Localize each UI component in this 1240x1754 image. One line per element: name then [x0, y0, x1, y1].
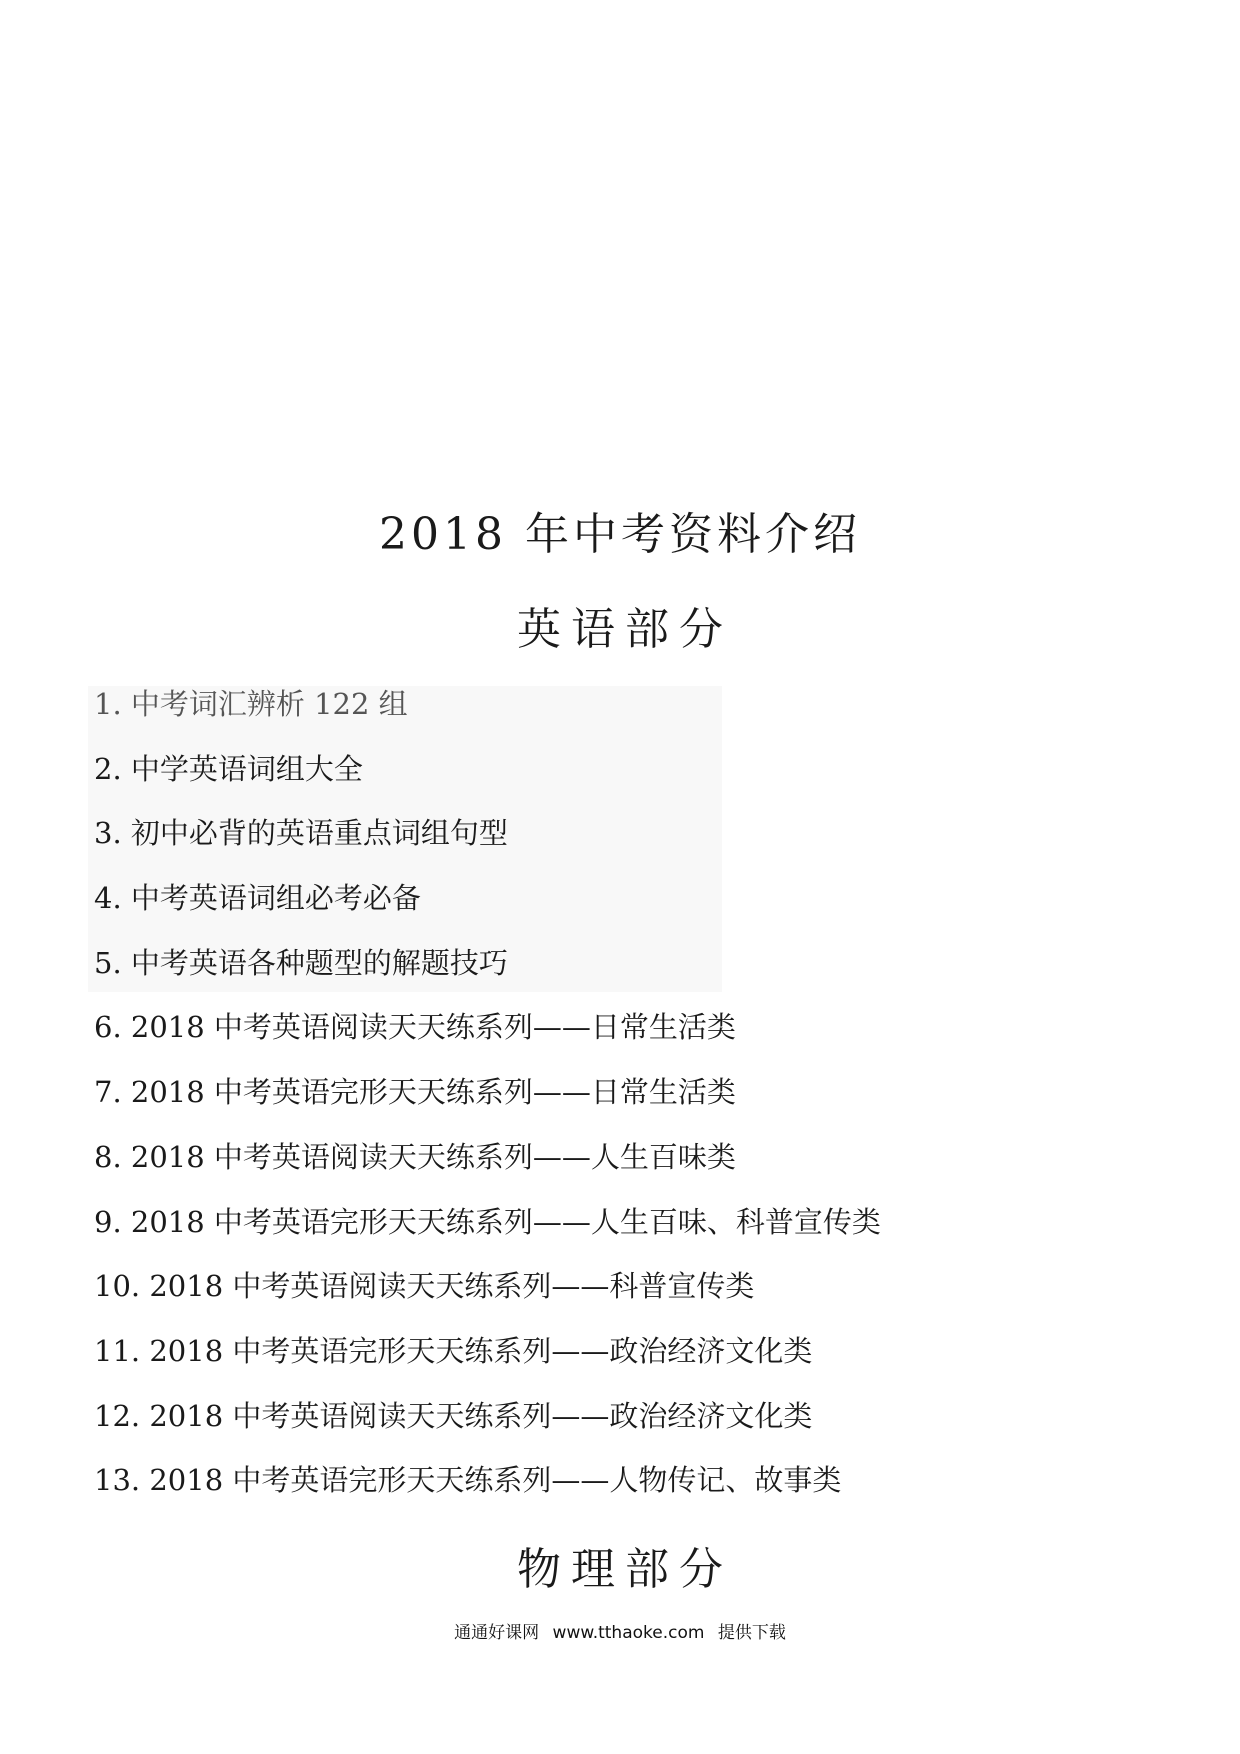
- english-section-title: 英语部分: [517, 604, 733, 655]
- footer-url[interactable]: www.tthaoke.com: [552, 1623, 705, 1643]
- list-item: 9. 2018 中考英语完形天天练系列——人生百味、科普宣传类: [94, 1204, 881, 1239]
- footer: [0, 1618, 1240, 1643]
- list-item: 2. 中学英语词组大全: [94, 751, 363, 786]
- list-item: 3. 初中必背的英语重点词组句型: [94, 816, 508, 851]
- list-item: 1. 中考词汇辨析 122 组: [94, 687, 408, 721]
- list-item: 5. 中考英语各种题型的解题技巧: [94, 945, 508, 980]
- english-item-list: [94, 682, 881, 1523]
- page-title: 2018 年中考资料介绍: [379, 509, 861, 560]
- list-item: 11. 2018 中考英语完形天天练系列——政治经济文化类: [94, 1333, 813, 1368]
- list-item: 8. 2018 中考英语阅读天天练系列——人生百味类: [94, 1139, 736, 1174]
- list-item: 12. 2018 中考英语阅读天天练系列——政治经济文化类: [94, 1398, 813, 1433]
- list-item: 6. 2018 中考英语阅读天天练系列——日常生活类: [94, 1010, 736, 1045]
- list-item: 10. 2018 中考英语阅读天天练系列——科普宣传类: [94, 1269, 755, 1304]
- footer-site-name: 通通好课网: [454, 1623, 540, 1643]
- physics-section-title: 物理部分: [517, 1544, 733, 1595]
- list-item: 7. 2018 中考英语完形天天练系列——日常生活类: [94, 1075, 736, 1110]
- list-item: 4. 中考英语词组必考必备: [94, 881, 421, 916]
- list-item: 13. 2018 中考英语完形天天练系列——人物传记、故事类: [94, 1463, 842, 1498]
- footer-suffix: 提供下载: [717, 1623, 786, 1643]
